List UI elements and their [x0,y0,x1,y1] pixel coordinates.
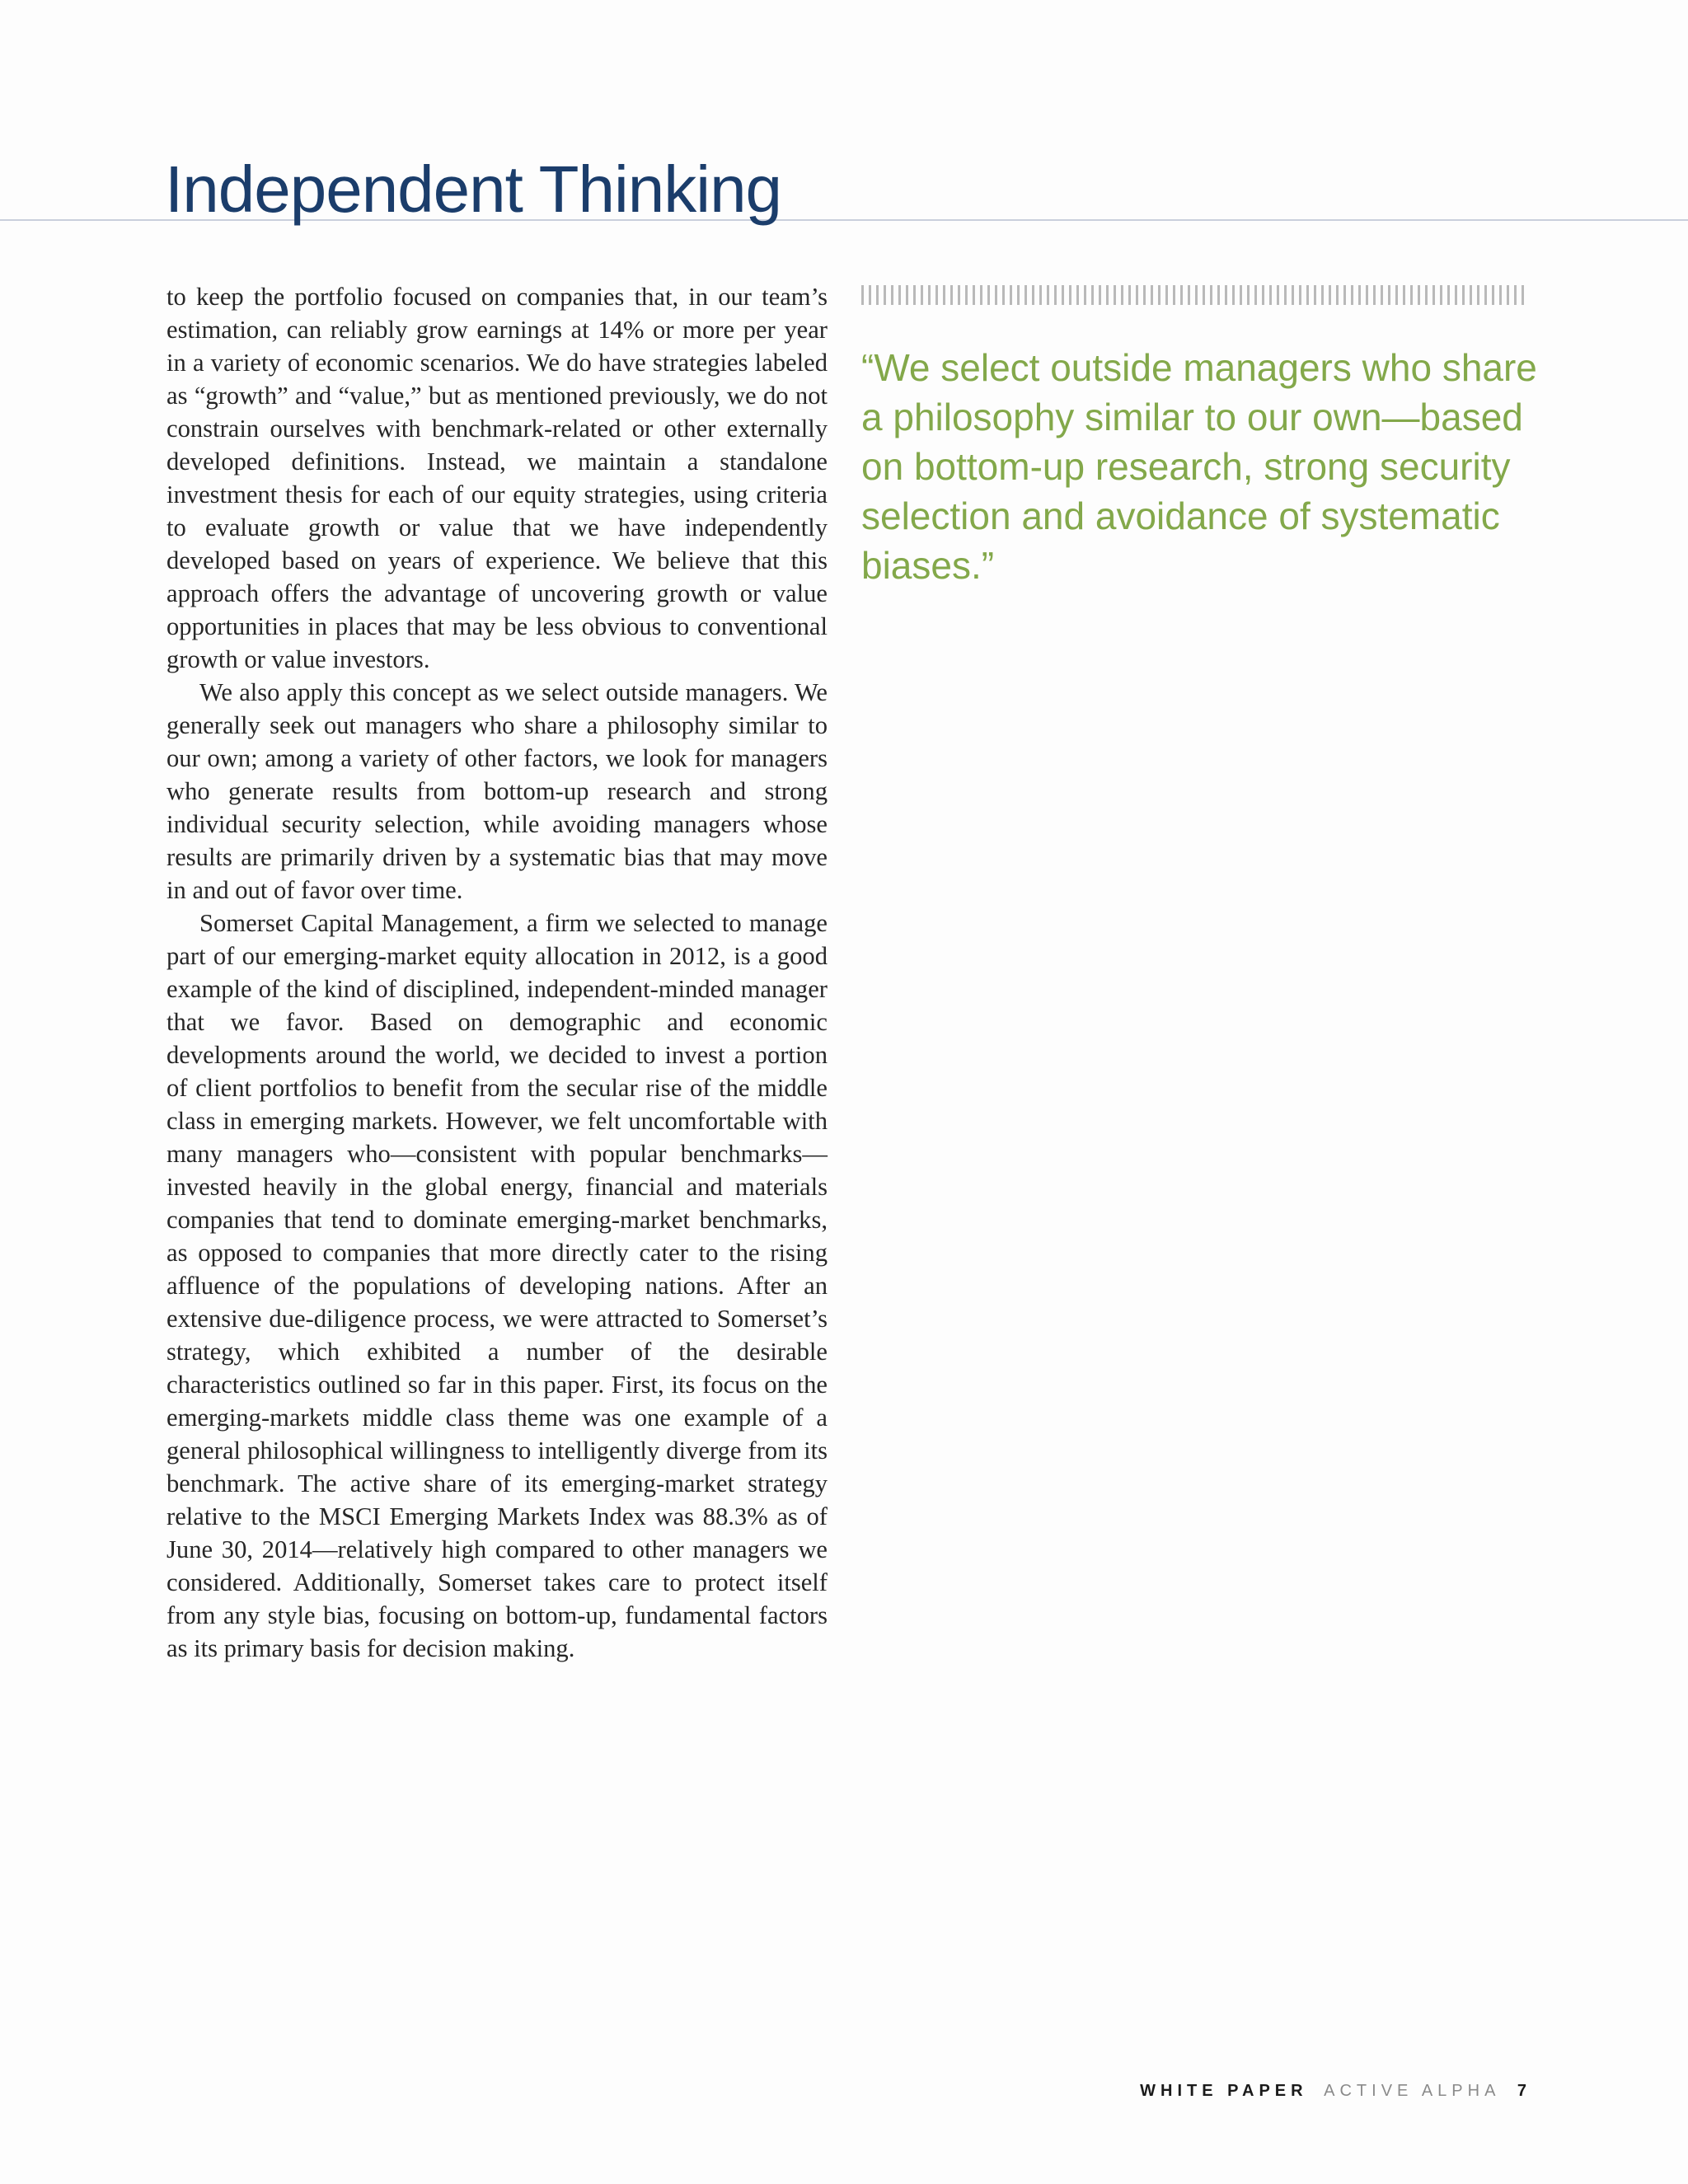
body-paragraph: Somerset Capital Management, a firm we selected to manage part of our emerging-market equity allocation in 2012, is a good example of the kind of disciplined, independent-minded manager that we favor. Based on demographic and economic developments around the world, we decided to invest a portion of client portfolios to benefit from the secular rise of the middle class in emerging markets. However, we felt uncomfortable with many managers who—consistent with popular benchmarks—invested heavily in the global energy, financial and materials companies that tend to dominate emerging-market benchmarks, as opposed to companies that more directly cater to the rising affluence of the populations of developing nations. After an extensive due-diligence process, we were attracted to Somerset’s strategy, which exhibited a number of the desirable characteristics outlined so far in this paper. First, its focus on the emerging-markets middle class theme was one example of a general philosophical willingness to intelligently diverge from its benchmark. The active share of its emerging-market strategy relative to the MSCI Emerging Markets Index was 88.3% as of June 30, 2014—relatively high compared to other managers we considered. Additionally, Somerset takes care to protect itself from any style bias, focusing on bottom-up, fundamental factors as its primary basis for decision making. [166,909,828,1662]
body-paragraph: We also apply this concept as we select outside managers. We generally seek out managers who share a philosophy similar to our own; among a variety of other factors, we look for managers who generate results from bottom-up research and strong individual security selection, while avoiding managers whose results are primarily driven by a systematic bias that may move in and out of favor over time. [166,678,828,904]
footer-series-label: WHITE PAPER [1140,2082,1308,2100]
body-column [166,280,828,1665]
footer-document-title: ACTIVE ALPHA [1324,2082,1500,2100]
page-title: Independent Thinking [165,152,782,226]
pull-quote-divider [861,285,1524,305]
page-footer [1140,2082,1526,2101]
page-number: 7 [1517,2082,1526,2100]
pull-quote: “We select outside managers who share a philosophy similar to our own—based on bottom-up research, strong security selection and avoidance of systematic biases.” [861,346,1537,587]
body-paragraph: to keep the portfolio focused on companies that, in our team’s estimation, can reliably grow earnings at 14% or more per year in a variety of economic scenarios. We do have strategies labeled as “growth” and “value,” but as mentioned previously, we do not constrain ourselves with benchmark-related or other externally developed definitions. Instead, we maintain a standalone investment thesis for each of our equity strategies, using criteria to evaluate growth or value that we have independently developed based on years of experience. We believe that this approach offers the advantage of uncovering growth or value opportunities in places that may be less obvious to conventional growth or value investors. [166,283,828,673]
